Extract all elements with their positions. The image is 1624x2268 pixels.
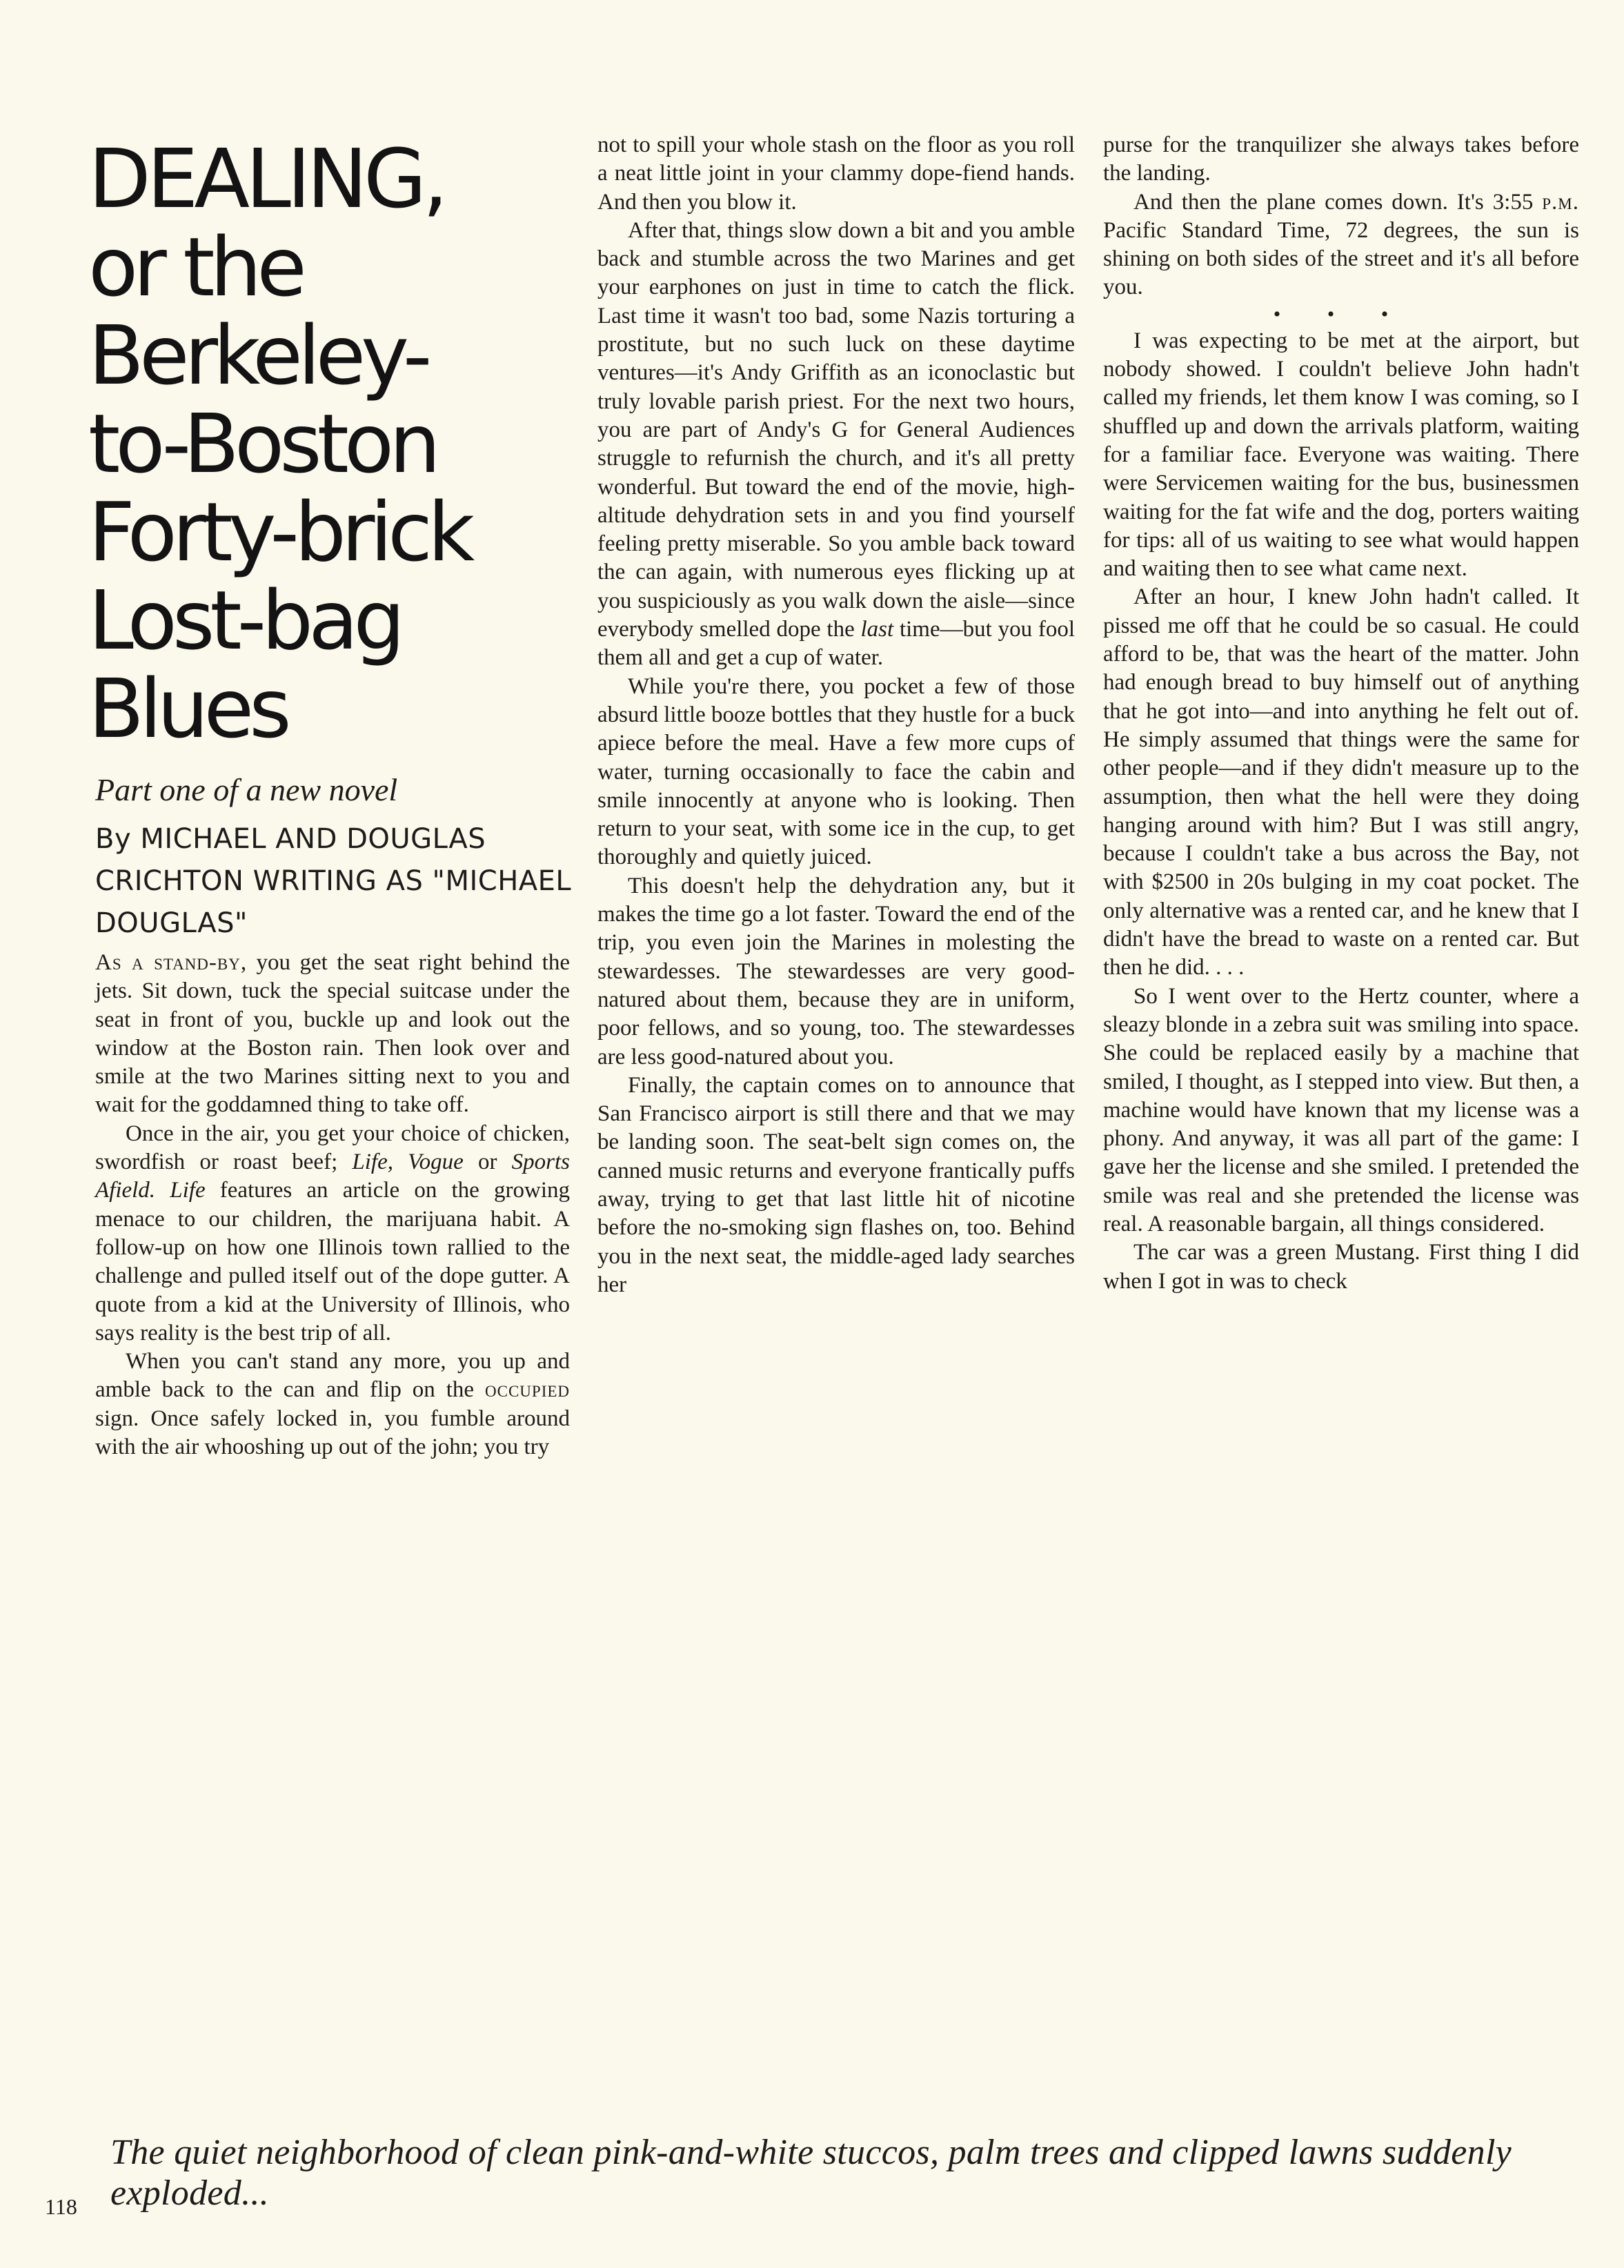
paragraph: When you can't stand any more, you up and amble back to the can and flip on the occupied sign. Once safely locked in, you fumble around with the air whooshing up out of the john; you try [95, 1349, 571, 1460]
paragraph: After an hour, I knew John hadn't called. It pissed me off that he could be so casual. He could afford to be, that was the heart of the matter. John had enough bread to buy himself out of anything that he got into—and into anything he felt out of. He simply assumed that things were the same for other people—and if they didn't measure up to the assumption, then what the hell were they doing hanging around with him? But I was still angry, because I couldn't take a bus across the Bay, not with $2500 in 20s bulging in my coat pocket. The only alternative was a rented car, and he knew that I didn't have the bread to waste on a rented car. But then he did. . . . [1103, 584, 1579, 980]
column-1 [95, 949, 570, 1461]
headline [88, 131, 585, 756]
headline-line-7: Blues [88, 661, 287, 756]
paragraph: So I went over to the Hertz counter, where a sleazy blonde in a zebra suit was smiling into space. She could be replaced easily by a machine that smiled, I thought, as I stepped into view. But then, a machine would have known that my license was a phony. And anyway, it was all part of the game: I gave her the license and she smiled. I pretended the smile was real and she pretended the license was real. A reasonable bargain, all things considered. [1103, 983, 1579, 1236]
paragraph: Once in the air, you get your choice of chicken, swordfish or roast beef; Life, Vogue or Sports Afield. Life features an article on the growing menace to our children, the marijuana habit. A follow-up on how one Illinois town rallied to the challenge and pulled itself out of the dope gutter. A quote from a kid at the University of Illinois, who says reality is the best trip of all. [95, 1121, 571, 1345]
lead-in: As a stand-by, [95, 950, 248, 975]
paragraph: I was expecting to be met at the airport, but nobody showed. I couldn't believe John hadn't called my friends, let them know I was coming, so I shuffled up and down the arrivals platform, waiting for a familiar face. Everyone was waiting. There were Servicemen waiting for the bus, businessmen waiting for the fat wife and the dog, porters waiting for tips: all of us waiting to see what would happen and waiting then to see what came next. [1103, 328, 1579, 582]
paragraph: The car was a green Mustang. First thing I did when I got in was to check [1103, 1240, 1579, 1294]
page-number: 118 [45, 2194, 77, 2219]
paragraph: And then the plane comes down. It's 3:55 p.m. Pacific Standard Time, 72 degrees, the sun is shining on both sides of the street and it's all before you. [1103, 189, 1579, 300]
section-break: • • • [1273, 302, 1409, 326]
paragraph: As a stand-by, you get the seat right behind the jets. Sit down, tuck the special suitcase under the seat in front of you, buckle up and look out the window at the Boston rain. Then look over and smile at the two Marines sitting next to you and wait for the goddamned thing to take off. [95, 950, 570, 1118]
headline-line-5: Forty-brick [88, 484, 471, 580]
column-2 [597, 131, 1075, 1299]
paragraph: not to spill your whole stash on the floor as you roll a neat little joint in your clammy dope-fiend hands. And then you blow it. [597, 132, 1075, 215]
paragraph: While you're there, you pocket a few of those absurd little booze bottles that they hustle for a buck apiece before the meal. Have a few more cups of water, turning occasionally to face the cabin and smile innocently at anyone who is looking. Then return to your seat, with some ice in the cup, to get thoroughly and quietly juiced. [597, 673, 1075, 870]
byline: By MICHAEL AND DOUGLAS CRICHTON WRITING AS "MICHAEL DOUGLAS" [95, 823, 572, 939]
headline-line-2: or the [88, 219, 302, 315]
paragraph: After that, things slow down a bit and you amble back and stumble across the two Marines and get your earphones on just in time to catch the flick. Last time it wasn't too bad, some Nazis torturing a prostitute, but no such luck on these daytime ventures—it's Andy Griffith as an iconoclastic but truly lovable parish priest. For the next two hours, you are part of Andy's G for General Audiences struggle to refurnish the church, and it's all pretty wonderful. But toward the end of the movie, high-altitude dehydration sets in and you find yourself feeling pretty miserable. So you amble back toward the can again, with numerous eyes flicking up at you suspiciously as you walk down the aisle—since everybody smelled dope the last time—but you fool them all and get a cup of water. [597, 217, 1076, 671]
paragraph: purse for the tranquilizer she always takes before the landing. [1103, 132, 1579, 186]
headline-line-6: Lost-bag [88, 573, 401, 668]
headline-line-4: to-Boston [88, 396, 436, 491]
deck: Part one of a new novel [95, 772, 398, 807]
headline-line-1: DEALING, [88, 131, 444, 226]
column-3 [1103, 131, 1579, 1296]
paragraph: Finally, the captain comes on to announce that San Francisco airport is still there and that we may be landing soon. The seat-belt sign comes on, the canned music returns and everyone frantically puffs away, trying to get that last little hit of nicotine before the no-smoking sign flashes on, too. Behind you in the next seat, the middle-aged lady searches her [597, 1072, 1075, 1297]
paragraph: This doesn't help the dehydration any, but it makes the time go a lot faster. Toward the end of the trip, you even join the Marines in molesting the stewardesses. The stewardesses are very good-natured about them, because they are in uniform, poor fellows, and so young, too. The stewardesses are less good-natured about you. [597, 873, 1075, 1069]
pull-quote: The quiet neighborhood of clean pink-and-white stuccos, palm trees and clipped lawns suddenly exploded... [110, 2133, 1512, 2213]
headline-line-3: Berkeley- [88, 308, 428, 403]
